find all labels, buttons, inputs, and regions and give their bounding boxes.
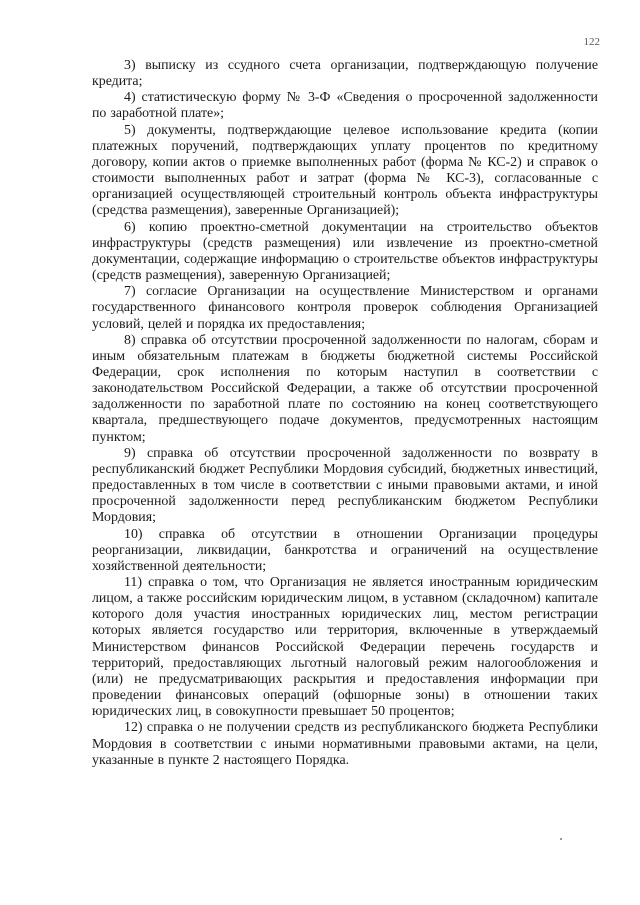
list-item-3: 3) выписку из ссудного счета организации, подтверждающую получение кредита;	[92, 58, 598, 90]
list-item-12: 12) справка о не получении средств из республиканского бюджета Республики Мордовия в соответствии с иными нормативными правовыми актами, на цели, указанные в пункте 2 настоящего Порядка.	[92, 720, 598, 768]
page-number: 122	[583, 36, 600, 48]
list-item-8: 8) справка об отсутствии просроченной задолженности по налогам, сборам и иным обязательным платежам в бюджеты бюджетной системы Российской Федерации, срок исполнения по которым наступил в соответствии с законодательством Российской Федерации, а также об отсутствии просроченной задолженности по заработной плате по состоянию на конец соответствующего квартала, предшествующего подаче документов, предусмотренных настоящим пунктом;	[92, 332, 598, 445]
list-item-5: 5) документы, подтверждающие целевое использование кредита (копии платежных поручений, подтверждающих уплату процентов по кредитному договору, копии актов о приемке выполненных работ (форма № КС-2) и справок о стоимости выполненных работ и затрат (форма № КС-3), согласованные с организацией осуществляющей строительный контроль объекта инфраструктуры (средства размещения), заверенные Организацией);	[92, 122, 598, 219]
list-item-9: 9) справка об отсутствии просроченной задолженности по возврату в республиканский бюджет Республики Мордовия субсидий, бюджетных инвестиций, предоставленных в том числе в соответствии с иными правовыми актами, и иной просроченной задолженности перед республиканским бюджетом Республики Мордовия;	[92, 445, 598, 526]
list-item-10: 10) справка об отсутствии в отношении Организации процедуры реорганизации, ликвидации, банкротства и ограничений на осуществление хозяйственной деятельности;	[92, 526, 598, 574]
scan-speck	[560, 838, 562, 840]
list-item-4: 4) статистическую форму № 3-Ф «Сведения о просроченной задолженности по заработной плате»;	[92, 90, 598, 122]
list-item-6: 6) копию проектно-сметной документации на строительство объектов инфраструктуры (средств размещения) или извлечение из проектно-сметной документации, содержащие информацию о строительстве объектов инфраструктуры (средств размещения), заверенную Организацией;	[92, 219, 598, 284]
list-item-7: 7) согласие Организации на осуществление Министерством и органами государственного финансового контроля проверок соблюдения Организацией условий, целей и порядка их предоставления;	[92, 284, 598, 332]
document-body	[92, 58, 598, 769]
list-item-11: 11) справка о том, что Организация не является иностранным юридическим лицом, а также российским юридическим лицом, в уставном (складочном) капитале которого доля участия иностранных юридических лиц, местом регистрации которых является государство или территория, включенные в утверждаемый Министерством финансов Российской Федерации перечень государств и территорий, предоставляющих льготный налоговый режим налогообложения и (или) не предусматривающих раскрытия и предоставления информации при проведении финансовых операций (офшорные зоны) в отношении таких юридических лиц, в совокупности превышает 50 процентов;	[92, 575, 598, 720]
